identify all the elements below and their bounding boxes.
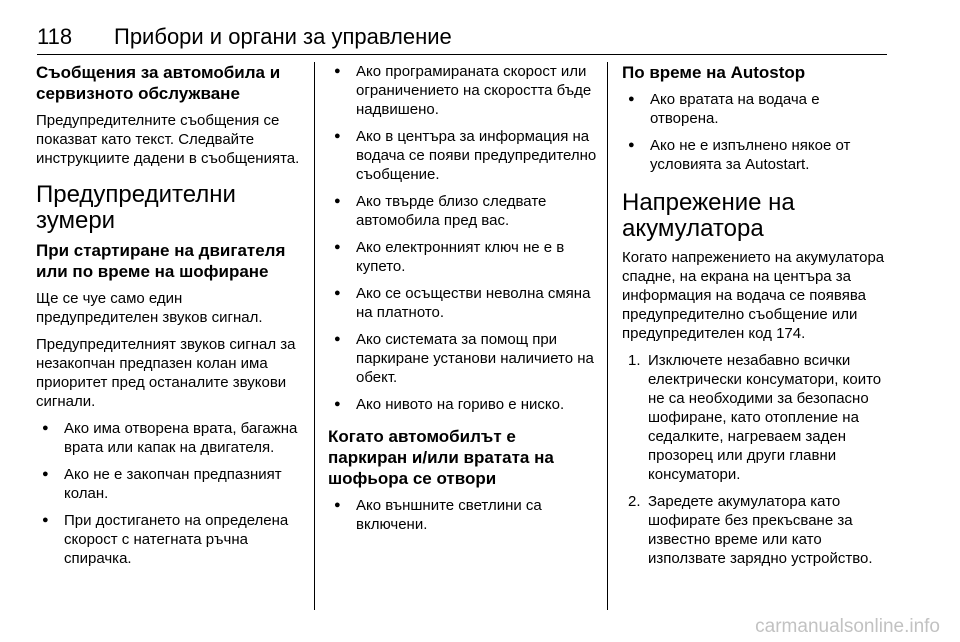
watermark: carmanualsonline.info (755, 616, 940, 637)
paragraph-belt-priority: Предупредителният звуков сигнал за незакопчан предпазен колан има приоритет пред останалите звукови сигнали. (36, 336, 296, 410)
column-divider-1 (314, 62, 315, 610)
column-1 (36, 62, 300, 576)
paragraph-battery-voltage: Когато напрежението на акумулатора спадне, на екрана на центъра за информация на водача се появява предупредително съобщение или предупредителен код 174. (622, 249, 885, 342)
step-text: Заредете акумулатора като шофирате без прекъсване за известно време или като използвате зарядно устройство. (648, 493, 873, 567)
page-header (37, 24, 887, 55)
list-item: ● Ако програмираната скорост или ограничението на скоростта бъде надвишено. (328, 62, 598, 119)
heading-warning-chimes: Предупредителни зумери (36, 181, 236, 234)
column-3 (622, 62, 888, 576)
list-item: ● Ако нивото на гориво е ниско. (328, 395, 598, 414)
paragraph-messages: Предупредителните съобщения се показват като текст. Следвайте инструкциите дадени в съобщенията. (36, 112, 300, 167)
list-item: ● Ако външните светлини са включени. (328, 496, 598, 534)
list-item: ● Ако твърде близо следвате автомобила пред вас. (328, 192, 598, 230)
heading-parked-door-open: Когато автомобилът е паркиран и/или вратата на шофьора се отвори (328, 427, 554, 488)
autostop-conditions-list (622, 90, 888, 174)
heading-engine-start: При стартиране на двигателя или по време на шофиране (36, 241, 286, 281)
list-item: ● Ако електронният ключ не е в купето. (328, 238, 598, 276)
step-text: Изключете незабавно всички електрически консуматори, които не са необходими за безопасно шофиране, като отопление на седалките, нагреваем заден прозорец или други главни консуматори. (648, 352, 882, 483)
step-number: 2. (628, 493, 641, 510)
list-item (622, 351, 888, 484)
list-item: ● Ако не е закопчан предпазният колан. (36, 465, 300, 503)
chime-conditions-list (36, 419, 300, 568)
page-number: 118 (37, 24, 73, 49)
list-item: ● Ако има отворена врата, багажна врата или капак на двигателя. (36, 419, 300, 457)
column-2 (328, 62, 598, 542)
step-number: 1. (628, 352, 641, 369)
list-item: ● Ако системата за помощ при паркиране установи наличието на обект. (328, 330, 598, 387)
list-item: ● Ако в центъра за информация на водача се появи предупредително съобщение. (328, 127, 598, 184)
heading-vehicle-messages: Съобщения за автомобила и сервизното обслужване (36, 63, 281, 103)
chime-conditions-list-continued (328, 62, 598, 414)
paragraph-one-chime: Ще се чуе само един предупредителен звуков сигнал. (36, 290, 263, 326)
page-title: Прибори и органи за управление (114, 24, 452, 49)
column-divider-2 (607, 62, 608, 610)
battery-steps-list (622, 351, 888, 568)
heading-autostop: По време на Autostop (622, 63, 806, 82)
list-item: ● При достигането на определена скорост с натегната ръчна спирачка. (36, 511, 300, 568)
parked-conditions-list (328, 496, 598, 534)
heading-battery-voltage: Напрежение на акумулатора (622, 189, 795, 242)
list-item (622, 492, 888, 568)
list-item: ● Ако се осъществи неволна смяна на платното. (328, 284, 598, 322)
list-item: ● Ако вратата на водача е отворена. (622, 90, 888, 128)
list-item: ● Ако не е изпълнено някое от условията за Autostart. (622, 136, 888, 174)
